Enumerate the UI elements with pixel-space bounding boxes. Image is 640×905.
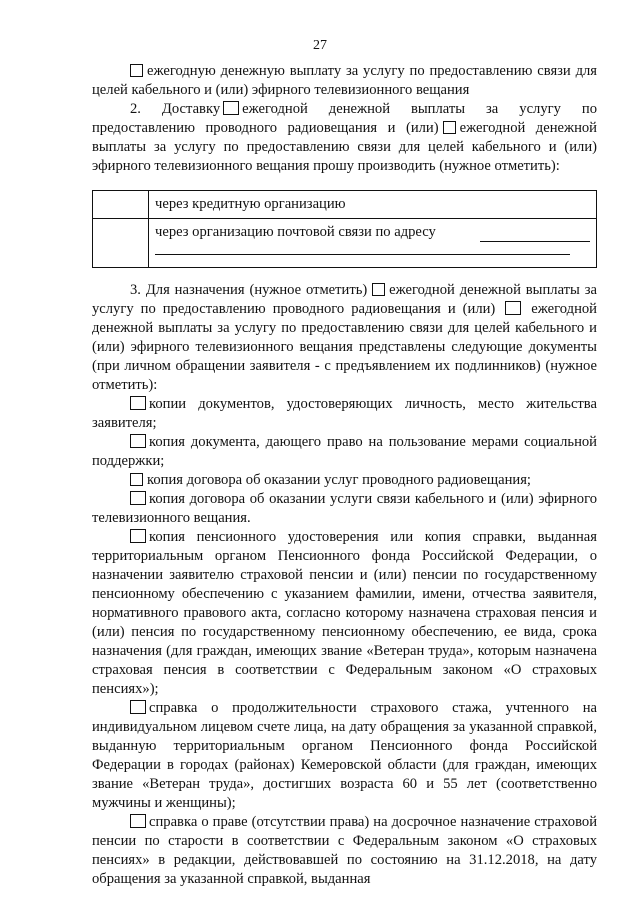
doc-item: копия договора об оказании услуг проводного радиовещания; — [92, 471, 597, 490]
address-line-2[interactable] — [155, 244, 570, 255]
table-row — [93, 219, 597, 268]
checkbox-doc-entitlement[interactable] — [130, 434, 146, 448]
checkbox-delivery-radio[interactable] — [223, 101, 239, 115]
paragraph-documents: 3. Для назначения (нужное отметить) ежегодной денежной выплаты за услугу по предоставлению проводного радиовещания и (или) ежегодной денежной выплаты за услугу по предоставлению связи для целей кабельного и (или) эфирного телевизионного вещания представлены следующие документы (при личном обращении заявителя - с предъявлением их подлинников) (нужное отметить): — [92, 282, 597, 393]
option-mark-cell[interactable] — [93, 191, 149, 219]
checkbox-doc-tv-contract[interactable] — [130, 491, 146, 505]
address-line[interactable] — [480, 223, 590, 242]
paragraph-delivery: 2. Доставку ежегодной денежной выплаты за услугу по предоставлению проводного радиовещания и (или) ежегодной денежной выплаты за услугу по предоставлению связи для целей кабельного и (или) эфирного телевизионного вещания прошу производить (нужное отметить): — [92, 101, 597, 174]
page-number: 27 — [313, 38, 327, 53]
checkbox-doc-identity[interactable] — [130, 396, 146, 410]
doc-item: справка о продолжительности страхового стажа, учтенного на индивидуальном лицевом счете лица, на дату обращения за указанной справкой, выданную территориальным органом Пенсионного фонда Российской Федерации в городах (районах) Кемеровской области (для граждан, имеющих звание «Ветеран труда», достигших возраста 60 и 55 лет (соответственно мужчины и женщины); — [92, 700, 597, 811]
checkbox-delivery-tv[interactable] — [443, 121, 456, 134]
doc-item: копия документа, дающего право на пользование мерами социальной поддержки; — [92, 434, 597, 469]
option-mark-cell[interactable] — [93, 219, 149, 268]
doc-item: копия договора об оказании услуги связи кабельного и (или) эфирного телевизионного вещания. — [92, 491, 597, 526]
checkbox-tv-payment[interactable] — [130, 64, 143, 77]
checkbox-docs-tv[interactable] — [505, 301, 521, 315]
document-body — [92, 62, 597, 889]
checkbox-doc-pension[interactable] — [130, 529, 146, 543]
delivery-options-table — [92, 190, 597, 268]
doc-item: копии документов, удостоверяющих личность, место жительства заявителя; — [92, 396, 597, 431]
checkbox-docs-radio[interactable] — [372, 283, 385, 296]
option-credit-org: через кредитную организацию — [149, 191, 597, 219]
checkbox-doc-early-pension[interactable] — [130, 814, 146, 828]
checkbox-doc-insurance-record[interactable] — [130, 700, 146, 714]
doc-item: копия пенсионного удостоверения или копия справки, выданная территориальным органом Пенсионного фонда Российской Федерации, о назначении заявителю страховой пенсии и (или) пенсии по государственному пенсионному обеспечению с указанием фамилии, имени, отчества заявителя, нормативного правового акта, согласно которому назначена страховая пенсия и (или) пенсия по государственному пенсионному обеспечению, ее вида, срока назначения (для граждан, имеющих звание «Ветеран труда», которым назначена страховая пенсия в соответствии с Федеральным законом «О страховых пенсиях»); — [92, 529, 597, 697]
doc-item: справка о праве (отсутствии права) на досрочное назначение страховой пенсии по старости в соответствии с Федеральным законом «О страховых пенсиях» в редакции, действовавшей по состоянию на 31.12.2018, на дату обращения за указанной справкой, выданная — [92, 814, 597, 887]
option-post-office: через организацию почтовой связи по адресу — [149, 219, 597, 268]
table-row — [93, 191, 597, 219]
paragraph-tv-payment: ежегодную денежную выплату за услугу по предоставлению связи для целей кабельного и (или) эфирного телевизионного вещания — [92, 63, 597, 98]
checkbox-doc-radio-contract[interactable] — [130, 473, 143, 486]
